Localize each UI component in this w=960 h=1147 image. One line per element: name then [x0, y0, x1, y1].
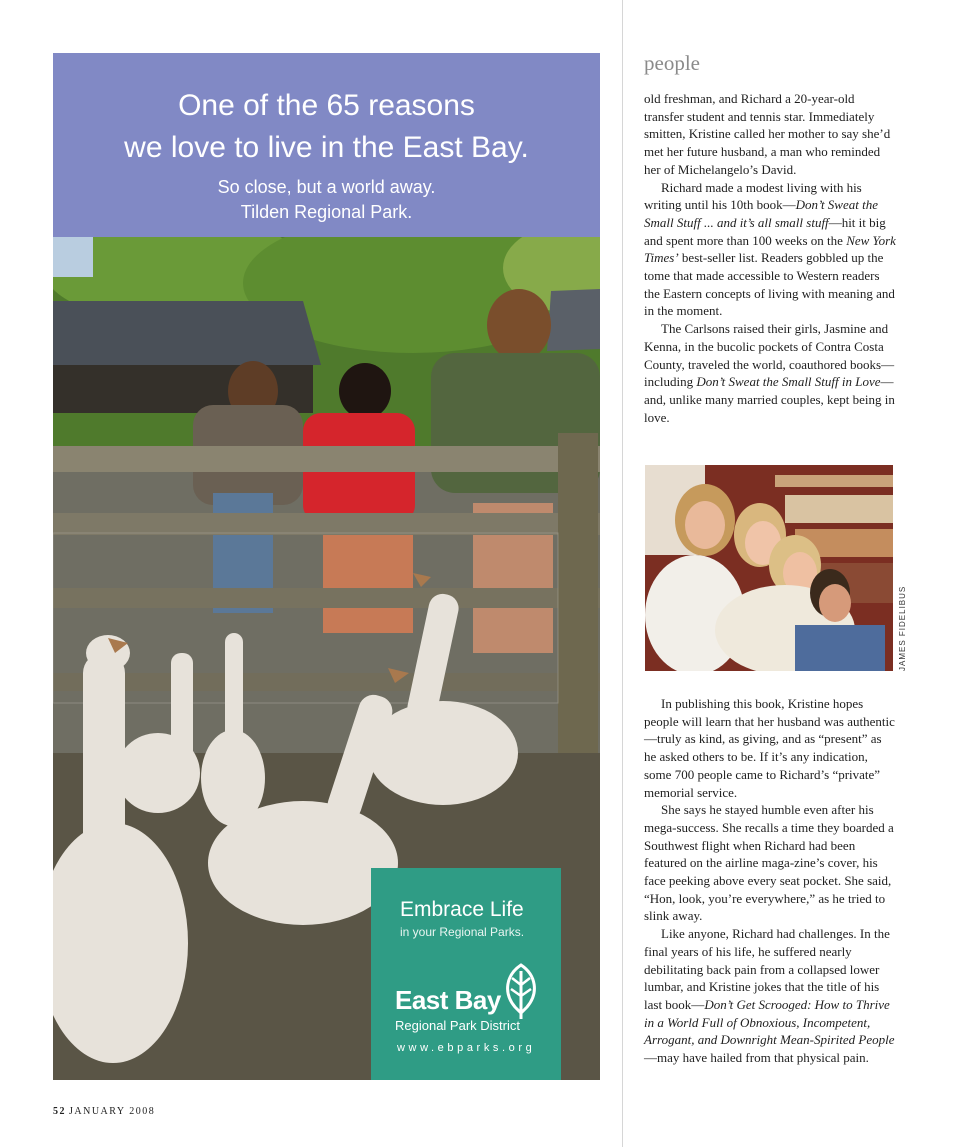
ad-headline-line-2: we love to live in the East Bay.	[124, 131, 529, 164]
ad-brand-name: East Bay	[395, 985, 501, 1015]
ad-website-url: www.ebparks.org	[397, 1042, 536, 1054]
ad-brand-box	[371, 868, 561, 1080]
ad-subline-1: So close, but a world away.	[217, 177, 436, 197]
page-folio	[53, 1106, 155, 1117]
article-paragraph: In publishing this book, Kristine hopes people will learn that her husband was authentic—truly as kind, as giving, and as “present” as he asked others to be. If it’s any indication, some 700 people came to Richard’s “private” memorial service.	[644, 696, 895, 800]
page-number: 52	[53, 1106, 66, 1117]
issue-date: JANUARY 2008	[69, 1106, 156, 1117]
gutter-rule	[622, 0, 623, 1147]
photo-credit-text: JAMES FIDELIBUS	[898, 585, 907, 671]
ad-headline-line-1: One of the 65 reasons	[178, 89, 475, 122]
leaf-icon	[501, 963, 541, 1021]
article-paragraph: The Carlsons raised their girls, Jasmine and Kenna, in the bucolic pockets of Contra Costa County, traveled the world, coauthored books—including Don’t Sweat the Small Stuff in Love—and, unlike many married couples, kept being in love.	[644, 321, 895, 425]
article-paragraph: She says he stayed humble even after his mega-success. She recalls a time they boarded a Southwest flight when Richard had been featured on the airline maga-zine’s cover, his face peeking above every seat pocket. She said, “Hon, look, you’re everywhere,” as he tried to slink away.	[644, 802, 894, 924]
book-title: New York Times’	[644, 232, 896, 266]
ad-tagline: Embrace Life	[400, 898, 524, 921]
family-photo-image	[645, 465, 893, 671]
article-paragraph: Like anyone, Richard had challenges. In the final years of his life, he suffered nearly debilitating back pain from a collapsed lower lumbar, and Kristine jokes that the title of his last book—Don’t Get Scrooged: How to Thrive in a World Full of Obnoxious, Incompetent, Arrogant, and Downright Mean-Spirited People—may have hailed from that physical pain.	[644, 926, 895, 1066]
ad-headline-banner	[53, 53, 600, 237]
ad-subheadline	[53, 175, 600, 225]
family-photo	[645, 465, 893, 671]
section-label: people	[644, 51, 700, 75]
book-title: Don’t Get Scrooged: How to Thrive in a World Full of Obnoxious, Incompetent, Arrogant, and Downright Mean-Spirited People	[644, 996, 895, 1048]
book-title: Don’t Sweat the Small Stuff in Love	[696, 374, 881, 390]
park-district-ad	[53, 53, 600, 1080]
ad-tagline-sub: in your Regional Parks.	[400, 925, 525, 939]
ad-headline	[83, 85, 570, 169]
article-paragraph: Richard made a modest living with his writing until his 10th book—Don’t Sweat the Small Stuff ... and it’s all small stuff—hit it big and spent more than 100 weeks on the New York Times’ best-seller list. Readers gobbled up the tome that made accessible to Western readers the Eastern concepts of living with meaning and in the moment.	[644, 179, 896, 319]
ad-subline-2: Tilden Regional Park.	[240, 202, 413, 222]
article-column-bottom	[644, 695, 896, 1067]
article-column-top	[644, 90, 896, 426]
article-paragraph: old freshman, and Richard a 20-year-old transfer student and tennis star. Immediately smitten, Kristine called her mother to say she’d met her future husband, a man who reminded her of Michelangelo’s David.	[644, 91, 891, 177]
book-title: Don’t Sweat the Small Stuff ... and it’s all small stuff	[644, 197, 878, 230]
ad-brand-subtitle: Regional Park District	[395, 1018, 520, 1033]
